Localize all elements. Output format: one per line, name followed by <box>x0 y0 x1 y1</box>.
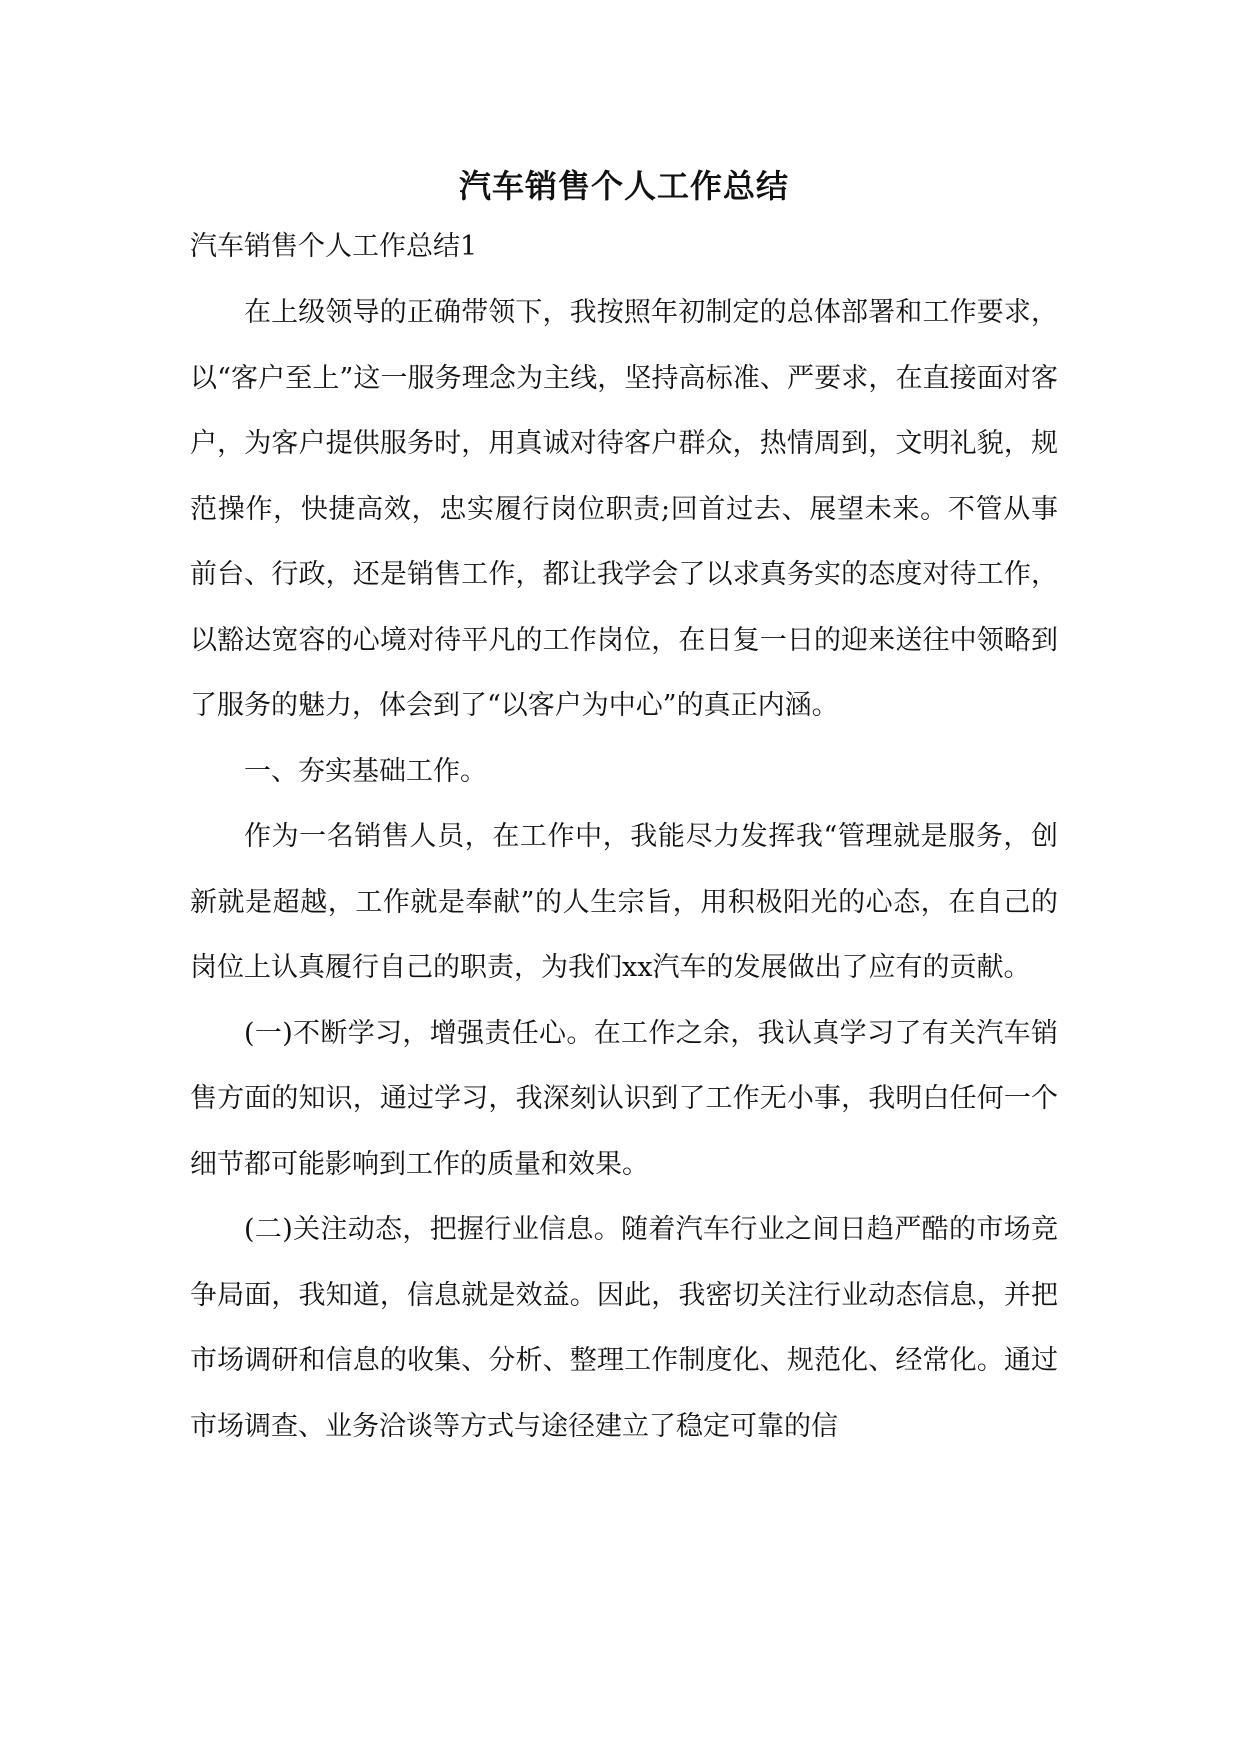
document-subtitle: 汽车销售个人工作总结1 <box>190 231 478 262</box>
paragraph-intro: 在上级领导的正确带领下，我按照年初制定的总体部署和工作要求，以“客户至上”这一服务理念为主线，坚持高标准、严要求，在直接面对客户，为客户提供服务时，用真诚对待客户群众，热情周到，文明礼貌，规范操作，快捷高效，忠实履行岗位职责;回首过去、展望未来。不管从事前台、行政，还是销售工作，都让我学会了以求真务实的态度对待工作，以豁达宽容的心境对待平凡的工作岗位，在日复一日的迎来送往中领略到了服务的魅力，体会到了“以客户为中心”的真正内涵。 <box>190 297 1058 721</box>
document-title: 汽车销售个人工作总结 <box>458 167 789 205</box>
section-heading-1: 一、夯实基础工作。 <box>244 755 487 787</box>
paragraph-role: 作为一名销售人员，在工作中，我能尽力发挥我“管理就是服务，创新就是超越，工作就是奉献”的人生宗旨，用积极阳光的心态，在自己的岗位上认真履行自己的职责，为我们xx汽车的发展做出了应有的贡献。 <box>190 821 1058 983</box>
paragraph-industry: (二)关注动态，把握行业信息。随着汽车行业之间日趋严酷的市场竞争局面，我知道，信息就是效益。因此，我密切关注行业动态信息，并把市场调研和信息的收集、分析、整理工作制度化、规范化、经常化。通过市场调查、业务洽谈等方式与途径建立了稳定可靠的信 <box>190 1214 1058 1442</box>
paragraph-study: (一)不断学习，增强责任心。在工作之余，我认真学习了有关汽车销售方面的知识，通过学习，我深刻认识到了工作无小事，我明白任何一个细节都可能影响到工作的质量和效果。 <box>190 1017 1058 1180</box>
document-body <box>190 158 1058 1459</box>
